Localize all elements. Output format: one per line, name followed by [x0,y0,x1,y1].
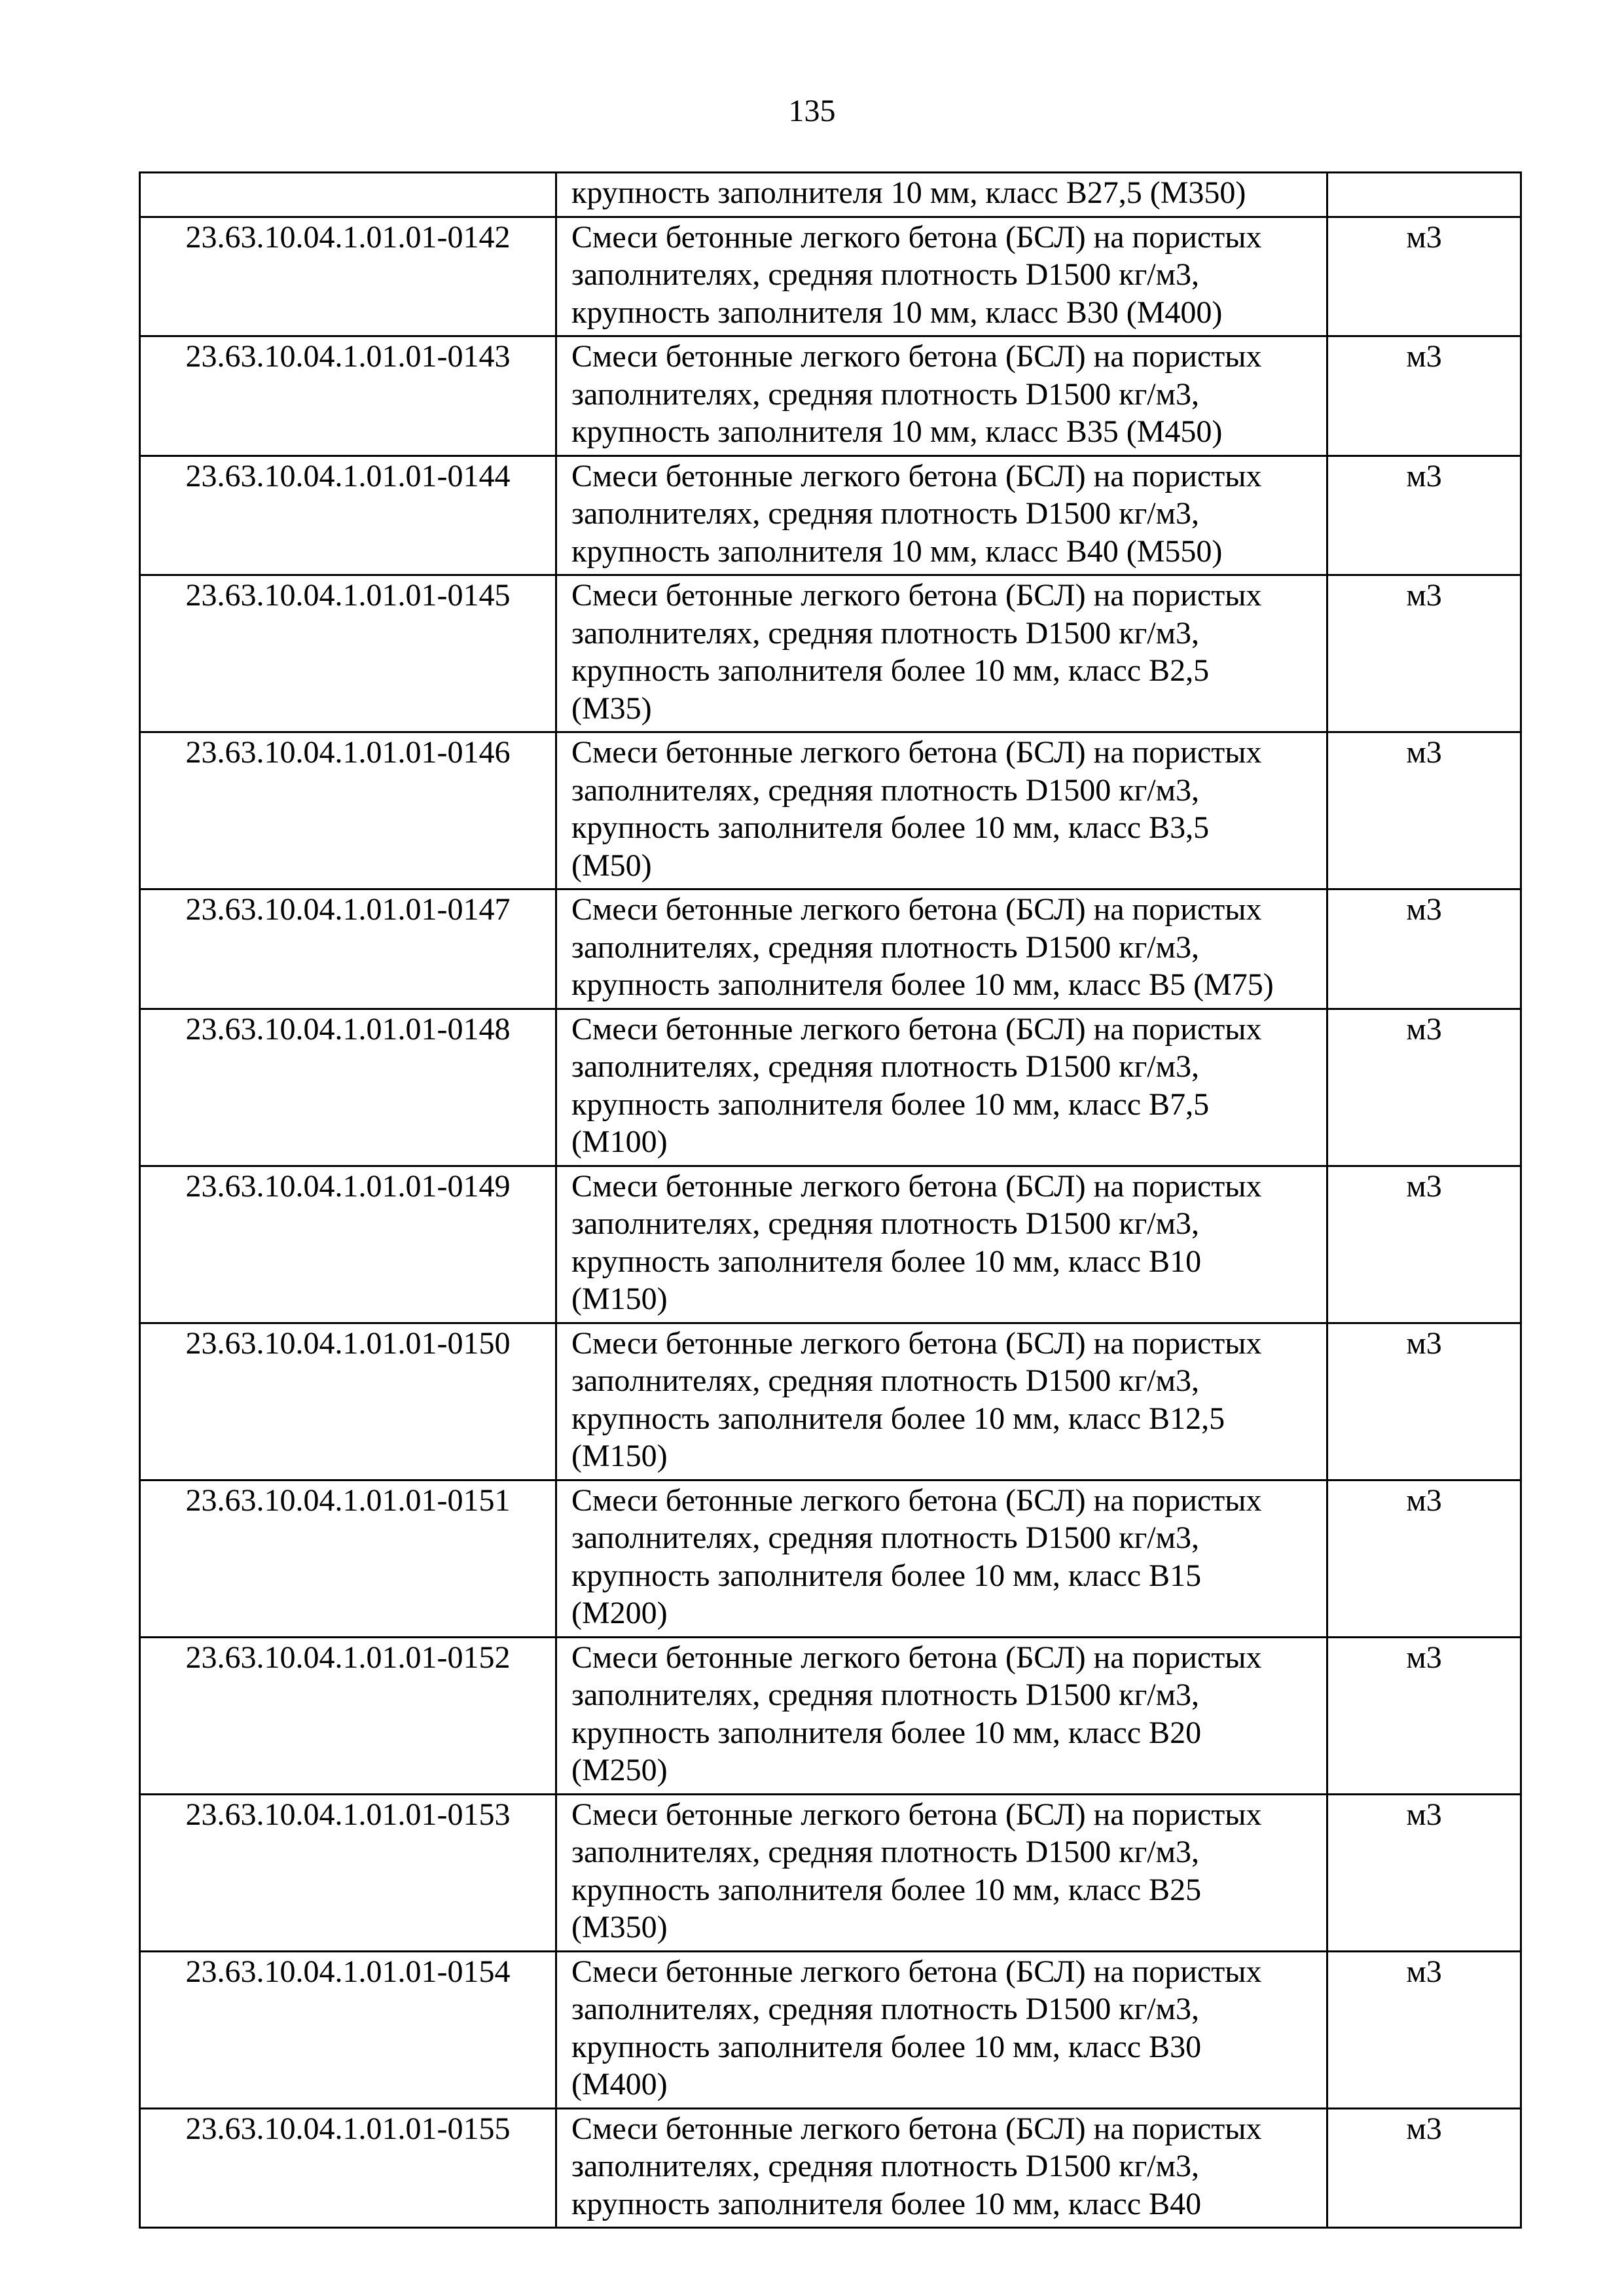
resource-name-line: Смеси бетонные легкого бетона (БСЛ) на пористых [571,1011,1262,1047]
unit-cell: м3 [1327,1637,1521,1794]
resource-name-line: крупность заполнителя более 10 мм, класс В25 [571,1872,1202,1907]
table-row [140,889,1521,1009]
resource-name-cell [556,2108,1327,2228]
resource-name-line: заполнителях, средняя плотность D1500 кг/м3, [571,496,1199,531]
resource-name-line: Смеси бетонные легкого бетона (БСЛ) на пористых [571,339,1262,374]
unit-cell: м3 [1327,732,1521,889]
resource-name-line: заполнителях, средняя плотность D1500 кг/м3, [571,1677,1199,1712]
resource-name-line: крупность заполнителя более 10 мм, класс В5 (М75) [571,967,1274,1002]
resource-name-cell [556,1794,1327,1951]
resource-name-line: заполнителях, средняя плотность D1500 кг/м3, [571,929,1199,965]
table-row [140,1637,1521,1794]
resource-name-line: заполнителях, средняя плотность D1500 кг/м3, [571,1520,1199,1555]
unit-cell: м3 [1327,1009,1521,1166]
resource-name-line: (М200) [571,1596,668,1630]
table-row [140,1951,1521,2108]
resource-name-line: крупность заполнителя более 10 мм, класс В15 [571,1558,1202,1593]
unit-cell: м3 [1327,1323,1521,1480]
resource-name-line: крупность заполнителя более 10 мм, класс В40 [571,2186,1202,2221]
resource-name-line: Смеси бетонные легкого бетона (БСЛ) на пористых [571,1640,1262,1675]
resource-name-line: крупность заполнителя более 10 мм, класс В7,5 [571,1086,1210,1122]
table-body [140,173,1521,2228]
resource-name-line: заполнителях, средняя плотность D1500 кг/м3, [571,1992,1199,2026]
resource-name-line: заполнителях, средняя плотность D1500 кг/м3, [571,376,1199,412]
resource-code-cell: 23.63.10.04.1.01.01-0145 [140,575,556,732]
unit-cell: м3 [1327,1480,1521,1637]
unit-cell: м3 [1327,456,1521,575]
resource-name-cell [556,173,1327,217]
table-row [140,336,1521,456]
resource-name-line: (М150) [571,1282,668,1316]
resource-name-cell [556,1323,1327,1480]
resource-name-cell [556,456,1327,575]
resource-name-line: (М250) [571,1753,668,1787]
page-number: 135 [788,94,836,128]
resource-name-line: Смеси бетонные легкого бетона (БСЛ) на пористых [571,892,1262,927]
resource-name-line: крупность заполнителя более 10 мм, класс В20 [571,1715,1202,1750]
table-row [140,1480,1521,1637]
resource-name-line: крупность заполнителя более 10 мм, класс В3,5 [571,810,1210,845]
resource-name-line: крупность заполнителя более 10 мм, класс В30 [571,2029,1202,2064]
table-row [140,2108,1521,2228]
table-row [140,1166,1521,1323]
resource-name-line: крупность заполнителя 10 мм, класс В40 (М550) [571,533,1223,569]
unit-cell: м3 [1327,1166,1521,1323]
resource-code-cell: 23.63.10.04.1.01.01-0148 [140,1009,556,1166]
table-row [140,575,1521,732]
resource-name-cell [556,889,1327,1009]
resource-name-line: заполнителях, средняя плотность D1500 кг/м3, [571,615,1199,651]
resource-name-cell [556,732,1327,889]
unit-cell: м3 [1327,575,1521,732]
resource-name-line: (М35) [571,691,652,726]
resource-name-line: крупность заполнителя более 10 мм, класс В10 [571,1244,1202,1279]
table-row [140,1009,1521,1166]
resource-name-cell [556,217,1327,336]
unit-cell: м3 [1327,2108,1521,2228]
resource-name-line: крупность заполнителя 10 мм, класс В30 (М400) [571,295,1223,330]
resource-code-cell: 23.63.10.04.1.01.01-0153 [140,1794,556,1951]
resource-name-cell [556,1009,1327,1166]
resource-name-line: (М350) [571,1910,668,1945]
unit-cell: м3 [1327,1951,1521,2108]
materials-table [139,171,1522,2229]
resource-code-cell: 23.63.10.04.1.01.01-0144 [140,456,556,575]
resource-name-cell [556,1951,1327,2108]
resource-code-cell: 23.63.10.04.1.01.01-0151 [140,1480,556,1637]
resource-name-line: Смеси бетонные легкого бетона (БСЛ) на пористых [571,1325,1262,1361]
table-row [140,1794,1521,1951]
resource-name-line: крупность заполнителя более 10 мм, класс В2,5 [571,653,1210,688]
resource-name-cell [556,1480,1327,1637]
resource-code-cell: 23.63.10.04.1.01.01-0150 [140,1323,556,1480]
resource-name-line: Смеси бетонные легкого бетона (БСЛ) на пористых [571,2111,1262,2146]
resource-name-line: заполнителях, средняя плотность D1500 кг/м3, [571,257,1199,292]
resource-name-line: Смеси бетонные легкого бетона (БСЛ) на пористых [571,458,1262,493]
unit-cell: м3 [1327,889,1521,1009]
unit-cell [1327,173,1521,217]
resource-code-cell: 23.63.10.04.1.01.01-0142 [140,217,556,336]
resource-name-line: (М150) [571,1439,668,1473]
resource-code-cell: 23.63.10.04.1.01.01-0147 [140,889,556,1009]
resource-name-line: заполнителях, средняя плотность D1500 кг/м3, [571,1049,1199,1084]
resource-code-cell: 23.63.10.04.1.01.01-0155 [140,2108,556,2228]
resource-name-line: Смеси бетонные легкого бетона (БСЛ) на пористых [571,1482,1262,1518]
unit-cell: м3 [1327,1794,1521,1951]
resource-code-cell: 23.63.10.04.1.01.01-0143 [140,336,556,456]
resource-name-line: Смеси бетонные легкого бетона (БСЛ) на пористых [571,1797,1262,1832]
resource-name-line: (М100) [571,1124,668,1159]
resource-name-line: Смеси бетонные легкого бетона (БСЛ) на пористых [571,735,1262,770]
unit-cell: м3 [1327,336,1521,456]
resource-name-cell [556,336,1327,456]
resource-name-line: Смеси бетонные легкого бетона (БСЛ) на пористых [571,1954,1262,1989]
resource-name-line: заполнителях, средняя плотность D1500 кг/м3, [571,772,1199,808]
resource-code-cell [140,173,556,217]
resource-name-line: крупность заполнителя более 10 мм, класс В12,5 [571,1401,1225,1436]
resource-name-line: (М50) [571,848,652,883]
table-row [140,732,1521,889]
table-row [140,217,1521,336]
unit-cell: м3 [1327,217,1521,336]
resource-code-cell: 23.63.10.04.1.01.01-0152 [140,1637,556,1794]
resource-name-line: заполнителях, средняя плотность D1500 кг/м3, [571,1206,1199,1241]
resource-code-cell: 23.63.10.04.1.01.01-0149 [140,1166,556,1323]
resource-name-line: Смеси бетонные легкого бетона (БСЛ) на пористых [571,219,1262,255]
resource-name-line: Смеси бетонные легкого бетона (БСЛ) на пористых [571,1168,1262,1204]
resource-name-line: (М400) [571,2067,668,2102]
resource-code-cell: 23.63.10.04.1.01.01-0146 [140,732,556,889]
resource-name-line: Смеси бетонные легкого бетона (БСЛ) на пористых [571,578,1262,613]
table-row [140,1323,1521,1480]
resource-name-line: заполнителях, средняя плотность D1500 кг/м3, [571,1363,1199,1398]
resource-code-cell: 23.63.10.04.1.01.01-0154 [140,1951,556,2108]
resource-name-cell [556,575,1327,732]
resource-name-line: крупность заполнителя 10 мм, класс B27,5 (М350) [571,175,1246,210]
table-row [140,456,1521,575]
resource-name-cell [556,1637,1327,1794]
resource-name-cell [556,1166,1327,1323]
resource-name-line: заполнителях, средняя плотность D1500 кг/м3, [571,2149,1199,2183]
table-row [140,173,1521,217]
resource-name-line: крупность заполнителя 10 мм, класс В35 (М450) [571,414,1223,449]
resource-name-line: заполнителях, средняя плотность D1500 кг/м3, [571,1835,1199,1869]
